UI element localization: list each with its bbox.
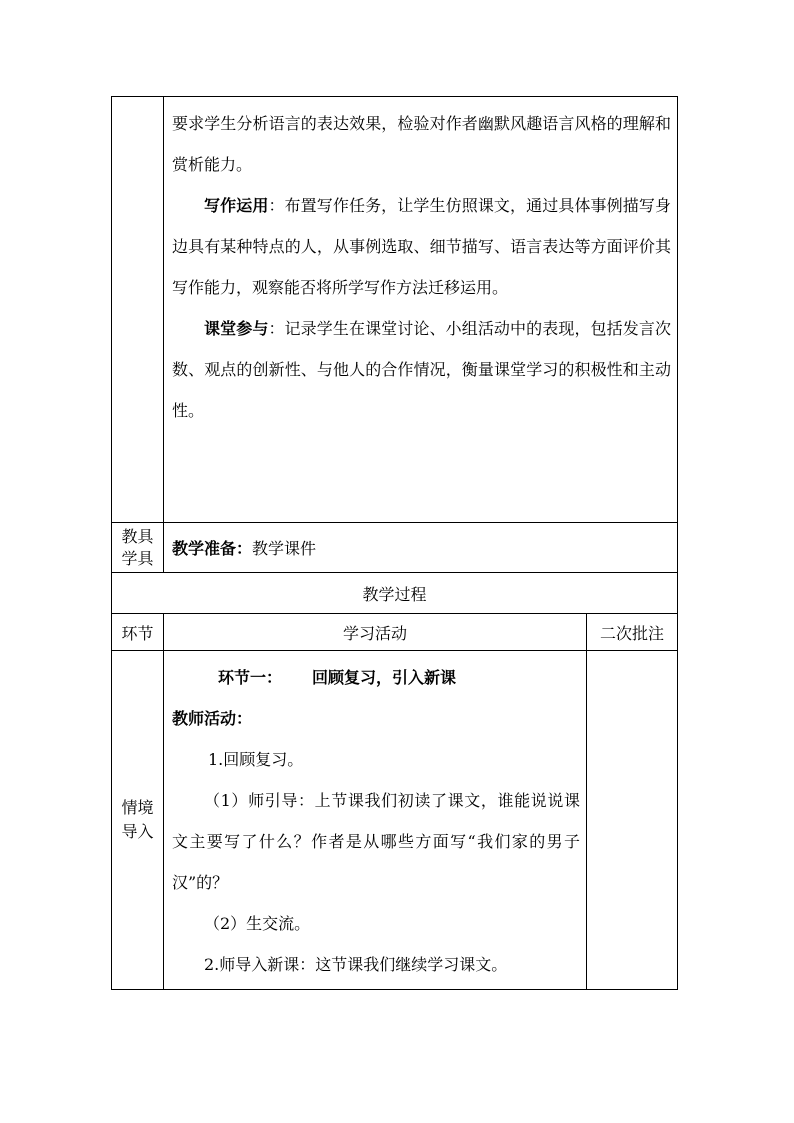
stage1-name-line2: 导入 (121, 822, 154, 841)
prep-cell (164, 523, 678, 573)
stage1-row (112, 651, 678, 990)
writing-label: 写作运用 (204, 196, 269, 215)
stage1-heading-b: 回顾复习，引入新课 (312, 668, 457, 687)
teacher-activity-label: 教师活动： (172, 709, 253, 728)
analysis-paragraph: 要求学生分析语言的表达效果，检验对作者幽默风趣语言风格的理解和赏析能力。 (172, 114, 671, 174)
header-notes: 二次批注 (587, 614, 678, 651)
prep-label-line2: 学具 (121, 548, 154, 568)
process-title-row (112, 573, 678, 614)
item-1-1: （1）师引导：上节课我们初读了课文，谁能说说课文主要写了什么？作者是从哪些方面写“我们家的男子汉”的？ (172, 791, 580, 892)
header-row (112, 614, 678, 651)
prep-row-label (112, 523, 164, 573)
item-1: 1.回顾复习。 (208, 750, 304, 769)
stage1-name-line1: 情境 (121, 798, 154, 817)
objectives-label-cell (112, 97, 164, 523)
stage1-notes-cell (587, 651, 678, 990)
header-activity: 学习活动 (164, 614, 587, 651)
participation-text: ：记录学生在课堂讨论、小组活动中的表现，包括发言次数、观点的创新性、与他人的合作情况，衡量课堂学习的积极性和主动性。 (172, 319, 671, 420)
prep-label-line1: 教具 (121, 526, 154, 546)
lesson-plan-table (111, 96, 678, 990)
writing-paragraph (172, 185, 671, 308)
objectives-cell (164, 97, 678, 523)
stage1-name (112, 651, 164, 990)
prep-row (112, 523, 678, 573)
participation-label: 课堂参与 (204, 319, 269, 338)
header-stage: 环节 (112, 614, 164, 651)
writing-text: ：布置写作任务，让学生仿照课文，通过具体事例描写身边具有某种特点的人，从事例选取、细节描写、语言表达等方面评价其写作能力，观察能否将所学写作方法迁移运用。 (172, 196, 671, 297)
item-2: 2.师导入新课：这节课我们继续学习课文。 (204, 955, 508, 974)
stage1-heading-a: 环节一： (218, 668, 283, 687)
objectives-row (112, 97, 678, 523)
stage1-activity-cell (164, 651, 587, 990)
participation-paragraph (172, 308, 671, 431)
prep-heading: 教学准备： (172, 539, 253, 558)
item-1-2: （2）生交流。 (204, 914, 311, 933)
process-title: 教学过程 (112, 573, 678, 614)
prep-value: 教学课件 (252, 539, 317, 558)
stage1-heading (172, 657, 580, 698)
